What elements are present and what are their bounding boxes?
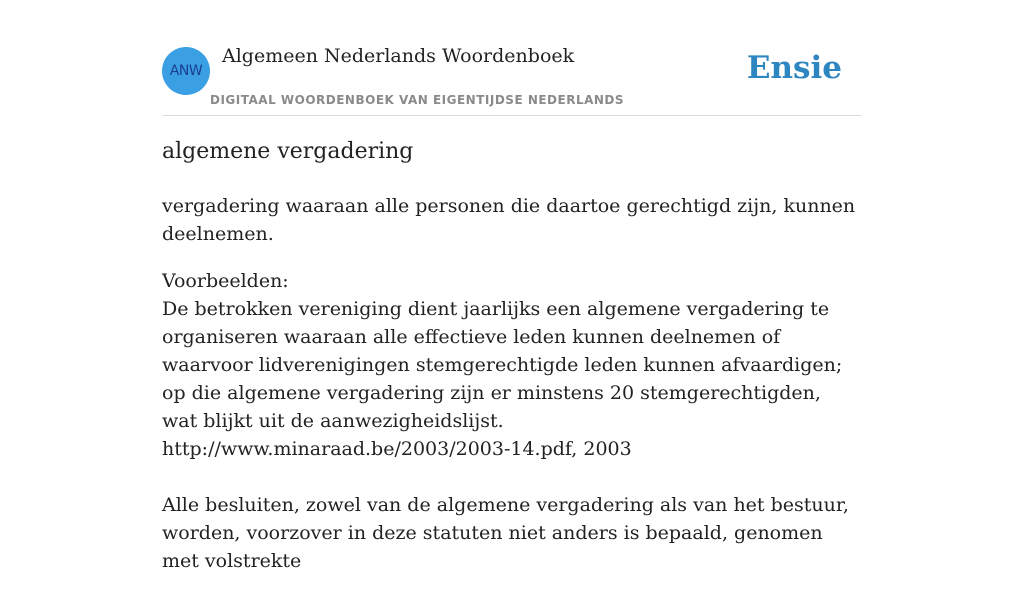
- logo-text: ANW: [169, 63, 203, 79]
- example-source-link[interactable]: http://www.minaraad.be/2003/2003-14.pdf, 2003: [162, 438, 632, 460]
- entry-definition: vergadering waaraan alle personen die daartoe gerechtigd zijn, kunnen deelnemen.: [162, 195, 856, 245]
- anw-logo[interactable]: [162, 47, 210, 95]
- example-text: De betrokken vereniging dient jaarlijks een algemene vergadering te organiseren waaraan alle effectieve leden kunnen deelnemen of waarvoor lidverenigingen stemgerechtigde leden kunnen afvaardigen; op die algemene vergadering zijn er minstens 20 stemgerechtigden, wat blijkt uit de aanwezigheidslijst.: [162, 298, 843, 432]
- site-header: [162, 0, 862, 116]
- content-container: [162, 0, 862, 572]
- site-subtitle: DIGITAAL WOORDENBOEK VAN EIGENTIJDSE NEDERLANDS: [210, 93, 625, 107]
- example-text: Alle besluiten, zowel van de algemene vergadering als van het bestuur, worden, voorzover in deze statuten niet anders is bepaald, genomen met volstrekte: [162, 494, 849, 572]
- ensie-brand-link[interactable]: Ensie: [746, 50, 842, 86]
- site-title[interactable]: Algemeen Nederlands Woordenboek: [222, 45, 575, 67]
- examples-section: [162, 267, 862, 603]
- example-item: [162, 491, 862, 575]
- entry-term: algemene vergadering: [162, 139, 414, 164]
- examples-label: Voorbeelden:: [162, 270, 289, 292]
- example-item: [162, 295, 862, 463]
- example-source: [162, 435, 862, 463]
